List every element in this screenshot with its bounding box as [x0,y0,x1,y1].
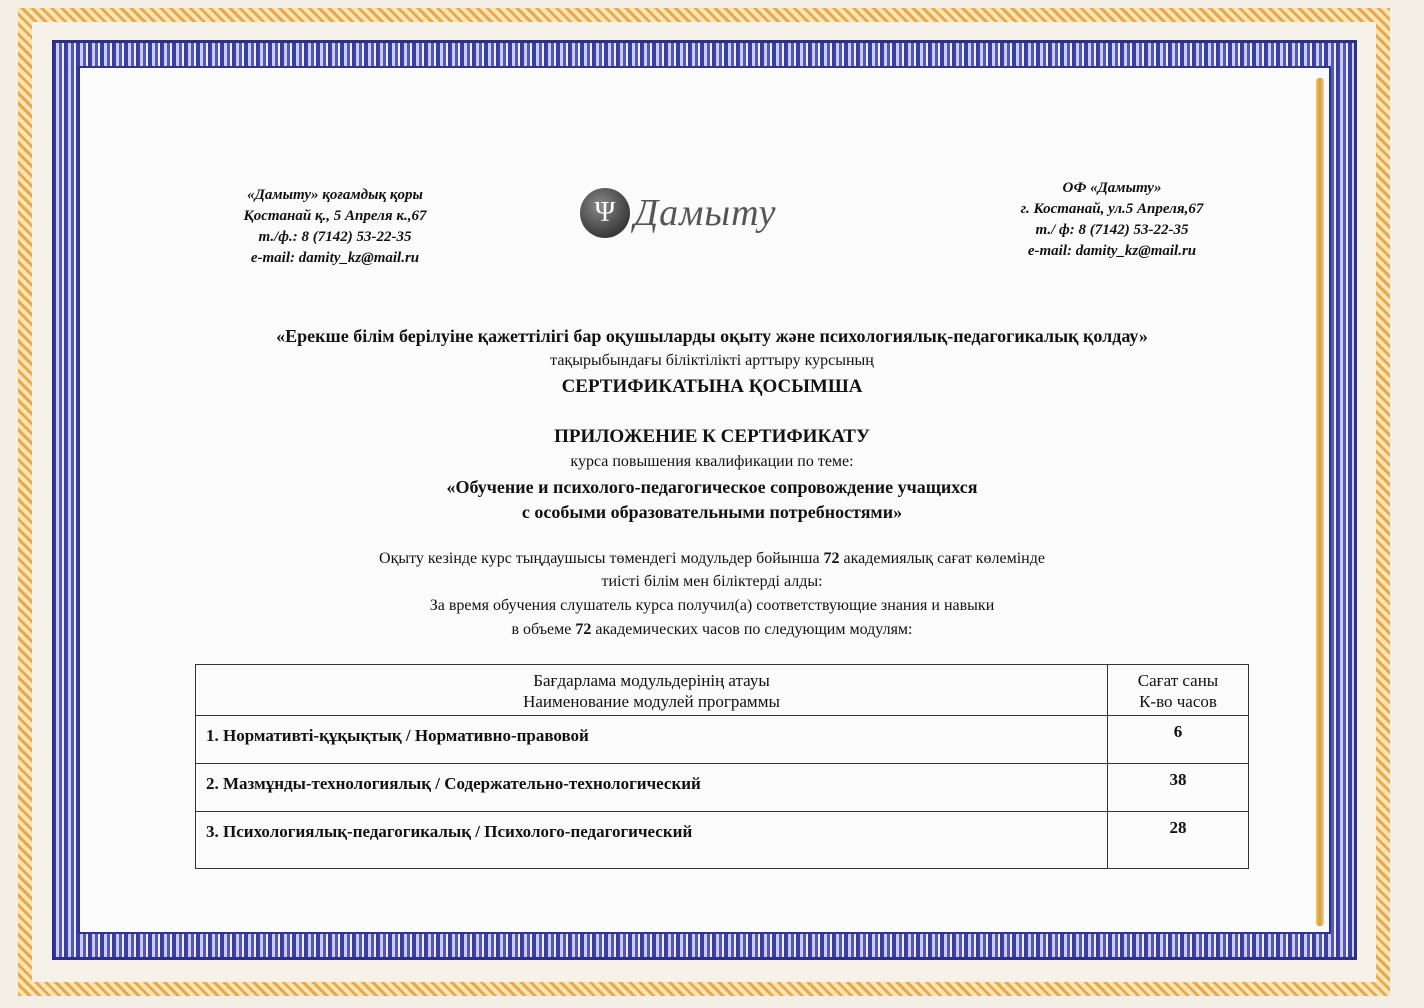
right-city: г. Костанай, ул.5 Апреля,67 [1020,201,1204,217]
left-address-block [205,185,465,269]
kz-subtitle: тақырыбындағы біліктілікті арттыру курсының [550,352,874,369]
damytu-logo [580,188,777,238]
right-email: e-mail: damity_kz@mail.ru [1027,243,1197,259]
kz-summary-line1: Оқыту кезінде курс тыңдаушысы төмендегі модульдер бойынша 72 академиялық сағат көлемінде [379,550,1045,567]
module-hours: 38 [1108,764,1249,812]
left-email: e-mail: damity_kz@mail.ru [250,250,420,266]
left-phone: т./ф.: 8 (7142) 53-22-35 [258,229,412,245]
kz-heading: СЕРТИФИКАТЫНА ҚОСЫМША [561,376,863,397]
kz-summary-line2: тиісті білім мен біліктерді алды: [601,573,823,590]
ru-subtitle: курса повышения квалификации по теме: [570,453,854,470]
right-org: ОФ «Дамыту» [1062,180,1162,196]
header-hours: Сағат саны К-во часов [1108,665,1249,716]
module-hours: 28 [1108,812,1249,869]
module-name: 1. Нормативті-құқықтық / Нормативно-правовой [196,716,1108,764]
logo-text: Дамыту [634,192,777,234]
ru-summary-line1: За время обучения слушатель курса получил(а) соответствующие знания и навыки [429,597,995,614]
left-org: «Дамыту» қоғамдық қоры [247,187,423,203]
module-hours: 6 [1108,716,1249,764]
header-module-name: Бағдарлама модульдерінің атауы Наименование модулей программы [196,665,1108,716]
psi-logo-icon: Ψ [580,188,630,238]
module-name: 3. Психологиялық-педагогикалық / Психолого-педагогический [196,812,1108,869]
modules-table [195,664,1249,869]
module-name: 2. Мазмұнды-технологиялық / Содержательно-технологический [196,764,1108,812]
ru-hours: 72 [575,621,592,638]
left-city: Қостанай қ., 5 Апреля к.,67 [243,208,427,224]
right-phone: т./ ф: 8 (7142) 53-22-35 [1035,222,1189,238]
table-row [196,812,1249,869]
ru-topic-line1: «Обучение и психолого-педагогическое сопровождение учащихся [446,477,978,497]
ru-summary-line2: в объеме 72 академических часов по следующим модулям: [511,621,913,638]
kz-hours: 72 [823,550,840,567]
table-row [196,764,1249,812]
ru-topic-line2: с особыми образовательными потребностями» [521,502,903,522]
table-row [196,716,1249,764]
right-address-block [982,178,1242,262]
kz-topic: «Ерекше білім берілуіне қажеттілігі бар оқушыларды оқыту және психологиялық-педагогикалық қолдау» [276,326,1148,346]
table-header-row [196,665,1249,716]
ru-heading: ПРИЛОЖЕНИЕ К СЕРТИФИКАТУ [554,426,870,447]
